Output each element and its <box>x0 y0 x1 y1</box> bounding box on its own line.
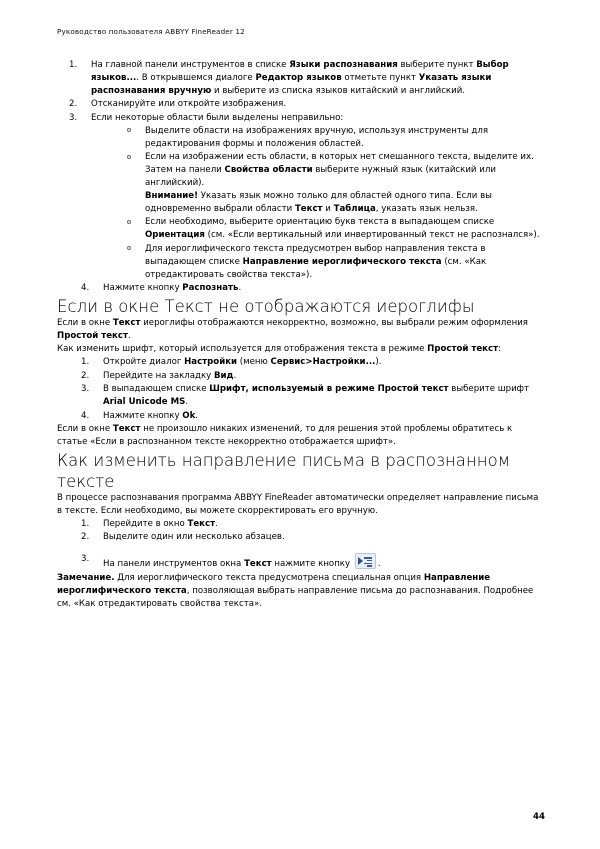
list-marker: 1. <box>81 357 90 368</box>
plain-text: Если в окне <box>57 317 113 328</box>
plain-text: Нажмите кнопку <box>103 283 183 294</box>
hieroglyphs-intro-paragraph <box>57 317 545 343</box>
emphasis-text: Языки распознавания <box>289 59 398 70</box>
plain-text: и <box>322 204 334 215</box>
plain-text: . <box>185 397 189 408</box>
hieroglyphs-steps-list <box>57 356 545 423</box>
plain-text: ). <box>375 357 382 368</box>
paragraph-direction-icon[interactable] <box>355 553 376 569</box>
plain-text: : <box>498 344 501 354</box>
plain-text: Если некоторые области были выделены неправильно: <box>91 112 344 123</box>
plain-text: В процессе распознавания программа ABBYY FineReader автоматически определяет направление письма в тексте. Если необходимо, вы можете скорректировать его вручную. <box>57 492 539 516</box>
hieroglyphs-closing-paragraph <box>57 423 545 449</box>
list-marker: 2. <box>81 532 90 543</box>
list-item-text <box>91 60 509 96</box>
emphasis-text: Редактор языков <box>255 72 342 83</box>
list-item-text <box>103 371 236 381</box>
plain-text: Если необходимо, выберите ориентацию букв текста в выпадающем списке <box>145 217 495 228</box>
list-item-text <box>103 532 285 542</box>
plain-text: Для иероглифического текста предусмотрена специальная опция <box>114 573 424 584</box>
list-item-text <box>103 519 218 529</box>
circle-bullet-icon <box>127 220 131 224</box>
list-item-text <box>103 283 241 293</box>
list-item-text <box>103 559 381 569</box>
list-item-text <box>103 384 529 407</box>
plain-text: , позволяющая выбрать направление письма до распознавания. Подробнее см. «Как отредактировать свойства текста». <box>57 586 534 610</box>
plain-text: (см. «Если вертикальный или инвертированный текст не распознался»). <box>204 230 540 241</box>
procedure-chinese-sublist <box>115 125 545 282</box>
plain-text: Если в окне <box>57 424 113 435</box>
emphasis-text: Текст <box>112 424 141 435</box>
plain-text: . <box>215 518 218 529</box>
list-item <box>69 531 545 544</box>
plain-text: Перейдите на закладку <box>103 370 214 381</box>
list-marker: 3. <box>69 112 78 123</box>
emphasis-text: Выбор языков... <box>91 59 509 83</box>
emphasis-text: Текст <box>294 204 323 215</box>
emphasis-text: Замечание. <box>57 573 115 584</box>
list-marker: 1. <box>81 518 90 529</box>
plain-text: Отсканируйте или откройте изображения. <box>91 99 287 110</box>
text-line-glyph <box>364 563 372 564</box>
arrow-glyph <box>358 557 363 565</box>
sub-list-item-text <box>145 244 486 280</box>
plain-text: На главной панели инструментов в списке <box>91 59 290 70</box>
list-marker: 3. <box>81 384 90 395</box>
plain-text: нажмите кнопку <box>271 559 353 570</box>
sub-list-item <box>115 125 545 151</box>
plain-text: (см. «Как отредактировать свойства текста»). <box>145 256 487 280</box>
list-marker: 4. <box>81 410 90 421</box>
plain-text: иероглифы отображаются некорректно, возможно, вы выбрали режим оформления <box>140 317 528 328</box>
plain-text: Выделите области на изображениях вручную, используя инструменты для редактирования формы и положения областей. <box>145 125 489 150</box>
emphasis-text: Таблица <box>333 204 376 215</box>
procedure-chinese-list <box>57 59 545 296</box>
list-item <box>69 410 545 423</box>
sub-list-item-text <box>145 152 534 214</box>
emphasis-text: Текст <box>244 559 272 570</box>
plain-text: . <box>377 559 381 570</box>
plain-text: Нажмите кнопку <box>103 410 183 421</box>
plain-text: выберите нужный язык (китайский или английский). <box>145 165 496 189</box>
plain-text: отметьте пункт <box>341 72 419 83</box>
list-item-text <box>91 113 343 123</box>
hieroglyphs-lead-paragraph <box>57 343 545 356</box>
emphasis-text: Простой текст <box>57 330 128 341</box>
emphasis-text: Направление иероглифического текста <box>242 256 442 267</box>
section-heading-hieroglyphs: Если в окне Текст не отображаются иероглифы <box>57 296 475 316</box>
list-item-text <box>91 99 286 109</box>
section-heading-direction: Как изменить направление письма в распознанном тексте <box>57 450 511 491</box>
plain-text: выберите пункт <box>397 59 477 70</box>
text-line-glyph <box>364 557 372 558</box>
direction-note-paragraph <box>57 572 545 611</box>
circle-bullet-icon <box>127 155 131 159</box>
sub-list-item <box>115 151 545 216</box>
direction-intro-paragraph <box>57 492 545 518</box>
list-item <box>69 356 545 369</box>
emphasis-text: Внимание! <box>145 191 199 202</box>
list-marker: 4. <box>81 283 90 294</box>
emphasis-text: Указать языки распознавания вручную <box>91 72 492 96</box>
plain-text: . <box>195 410 199 421</box>
emphasis-text: Распознать <box>182 283 239 294</box>
running-header: Руководство пользователя ABBYY FineReader 12 <box>57 27 245 36</box>
circle-bullet-icon <box>127 246 131 250</box>
emphasis-text: Arial Unicode MS <box>103 397 186 408</box>
sub-list-wrapper <box>91 125 545 282</box>
emphasis-text: Простой текст <box>427 344 499 354</box>
plain-text: Выделите один или несколько абзацев. <box>103 532 285 543</box>
plain-text: Как изменить шрифт, который используется для отображения текста в режиме <box>57 344 428 354</box>
plain-text: В выпадающем списке <box>103 384 210 395</box>
list-item <box>69 370 545 383</box>
plain-text: , указать язык нельзя. <box>375 204 478 215</box>
list-item <box>69 282 545 295</box>
direction-steps-list <box>57 518 545 572</box>
plain-text: не произошло никаких изменений, то для решения этой проблемы обратитесь к статье «Если в распознанном тексте некорректно отображается шрифт». <box>57 424 513 448</box>
text-line-glyph <box>367 560 372 561</box>
plain-text: Если на изображении есть области, в которых нет смешанного текста, выделите их. Затем на панели <box>145 152 534 176</box>
list-item <box>69 518 545 531</box>
emphasis-text: Ok <box>182 410 196 421</box>
plain-text: Перейдите в окно <box>103 518 188 529</box>
list-marker: 2. <box>69 99 78 110</box>
circle-bullet-icon <box>127 128 131 132</box>
list-item <box>69 383 545 409</box>
list-item-text <box>103 357 381 367</box>
plain-text: . <box>238 283 242 294</box>
page-number: 44 <box>533 812 545 822</box>
plain-text: выберите шрифт <box>448 384 530 395</box>
plain-text: . <box>127 330 131 341</box>
list-marker: 1. <box>69 59 78 70</box>
list-marker: 3. <box>81 554 90 565</box>
plain-text: . <box>233 370 237 381</box>
sub-list-item <box>115 243 545 282</box>
emphasis-text: Настройки <box>184 357 238 368</box>
list-item <box>69 553 545 571</box>
emphasis-text: Направление иероглифического текста <box>57 573 491 597</box>
emphasis-text: Шрифт, используемый в режиме Простой текст <box>209 384 449 395</box>
emphasis-text: Ориентация <box>145 230 205 241</box>
emphasis-text: Сервис>Настройки... <box>270 357 376 368</box>
plain-text: . В открывшемся диалоге <box>136 72 256 83</box>
plain-text: Для иероглифического текста предусмотрен выбор направления текста в выпадающем списке <box>145 243 486 267</box>
sub-list-item-text <box>145 217 540 240</box>
emphasis-text: Текст <box>187 518 216 529</box>
emphasis-text: Текст <box>112 317 141 328</box>
plain-text: и выберите из списка языков китайский и английский. <box>211 85 466 96</box>
list-marker: 2. <box>81 370 90 381</box>
list-item <box>57 112 545 282</box>
emphasis-text: Вид <box>213 370 234 381</box>
text-line-glyph <box>367 565 372 566</box>
plain-text: На панели инструментов окна <box>103 559 245 570</box>
list-item <box>57 98 545 111</box>
list-item-text <box>103 411 198 421</box>
emphasis-text: Свойства области <box>224 165 313 176</box>
plain-text: Указать язык можно только для областей одного типа. Если вы одновременно выбрали области <box>145 191 492 215</box>
sub-list-item <box>115 216 545 242</box>
list-item <box>57 59 545 98</box>
plain-text: (меню <box>237 357 271 368</box>
sub-list-item-text <box>145 126 488 149</box>
plain-text: Откройте диалог <box>103 357 185 368</box>
